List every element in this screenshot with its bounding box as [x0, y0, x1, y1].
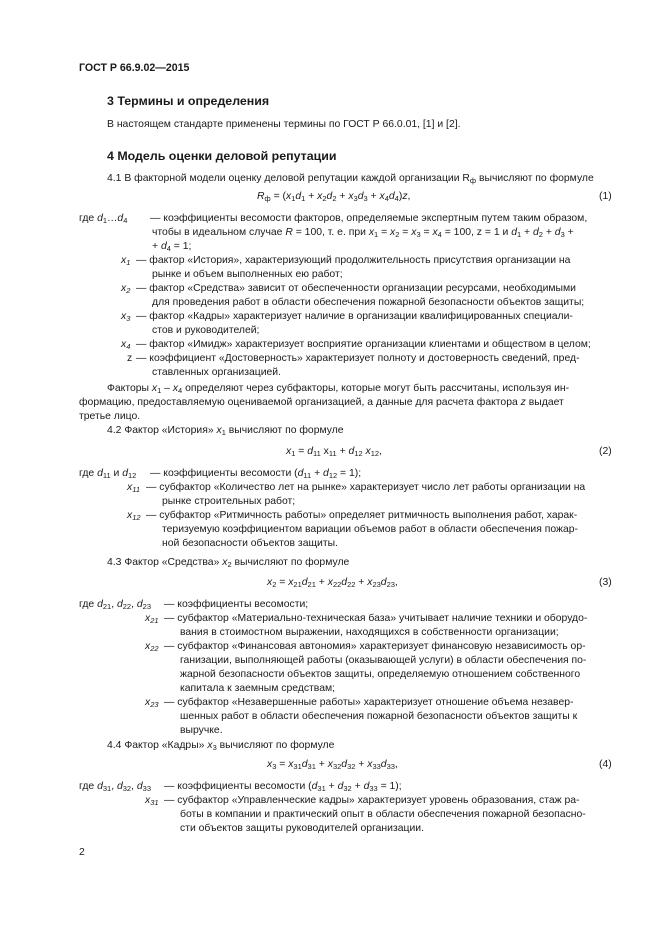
x4-label: $x_4$: [121, 339, 131, 351]
where-d21-def: — коэффициенты весомости;: [164, 599, 309, 610]
x12-def: — субфактор «Ритмичность работы» определяет ритмичность выполнения работ, харак-: [146, 510, 578, 521]
x23-def-3: выручке.: [180, 725, 223, 736]
formula-1-number: (1): [599, 191, 612, 202]
formula-3: $x_2 = x_{21}d_{21} + x_{22}d_{22} + x_{23}d_{23}$,: [267, 577, 398, 589]
x1-label: $x_1$: [121, 255, 131, 267]
formula-1: $R_ф = (x_1d_1 + x_2d_2 + x_3d_3 + x_4d_4)z$,: [257, 191, 411, 203]
x21-label: $x_{21}$: [145, 613, 159, 625]
x11-def-2: рынке строительных работ;: [162, 496, 296, 507]
x22-def-2: ганизации, выполняющей работы (оказывающей услуги) в области обеспечения по-: [180, 655, 587, 666]
x11-label: $x_{11}$: [127, 482, 140, 494]
where-d31-label: где $d_{31}$, $d_{32}$, $d_{33}$: [79, 781, 151, 793]
formula-4: $x_3 = x_{31}d_{31} + x_{32}d_{32} + x_{33}d_{33}$,: [267, 759, 398, 771]
x3-label: $x_3$: [121, 311, 131, 323]
section-3-title: 3 Термины и определения: [107, 94, 270, 108]
x31-def-3: сти объектов защиты руководителей организации.: [180, 823, 424, 834]
x2-def-2: для проведения работ в области обеспечения пожарной безопасности объектов защиты;: [152, 297, 585, 308]
formula-2-number: (2): [599, 446, 612, 457]
where-d-label: где $d_1\dots d_4$: [79, 213, 128, 225]
x31-def-2: боты в компании и практический опыт в области обеспечения пожарной безопасно-: [180, 809, 586, 820]
x21-def: — субфактор «Материально-техническая база» учитывает наличие техники и оборудо-: [164, 613, 588, 624]
factors-para-3: третье лицо.: [79, 411, 141, 422]
clause-4-1: 4.1 В факторной модели оценку деловой репутации каждой организации $R_ф$ вычисляют по формуле: [107, 173, 594, 185]
x21-def-2: вания в стоимостном выражении, находящихся в собственности организации;: [180, 627, 559, 638]
x22-def: — субфактор «Финансовая автономия» характеризует финансовую независимость ор-: [164, 641, 586, 652]
where-d21-label: где $d_{21}$, $d_{22}$, $d_{23}$: [79, 599, 151, 611]
x3-def: — фактор «Кадры» характеризует наличие в организации квалифицированных специали-: [136, 311, 573, 322]
where-d11-label: где $d_{11}$ и $d_{12}$: [79, 468, 137, 480]
clause-4-3: 4.3 Фактор «Средства» $x_2$ вычисляют по формуле: [107, 557, 350, 569]
x3-def-2: стов и руководителей;: [152, 325, 260, 336]
where-d-def-2: чтобы в идеальном случае R = 100, т. е. при $x_1 = x_2 = x_3 = x_4 = 100$, z = 1 и $d_1 + d_2 + d_3$ +: [152, 227, 574, 239]
x22-def-4: капитала к заемным средствам;: [180, 683, 336, 694]
x11-def: — субфактор «Количество лет на рынке» характеризует число лет работы организации на: [146, 482, 586, 493]
where-d31-def: — коэффициенты весомости $(d_{31} + d_{32} + d_{33} = 1)$;: [164, 781, 402, 793]
x22-def-3: жарной безопасности объектов защиты, определяемую отношением собственного: [180, 669, 581, 680]
formula-2: $x_1 = d_{11}$ $x_{11} + d_{12}$ $x_{12}$,: [286, 446, 382, 458]
formula-3-number: (3): [599, 577, 612, 588]
where-d11-def: — коэффициенты весомости $(d_{11} + d_{12} = 1)$;: [150, 468, 362, 480]
x31-def: — субфактор «Управленческие кадры» характеризует уровень образования, стаж ра-: [164, 795, 580, 806]
formula-4-number: (4): [599, 759, 612, 770]
factors-para-1: Факторы $x_1 - x_4$ определяют через субфакторы, которые могут быть рассчитаны, используя ин-: [107, 383, 570, 395]
document-header: ГОСТ Р 66.9.02—2015: [79, 62, 190, 74]
page-number: 2: [79, 847, 85, 858]
z-def: — коэффициент «Достоверность» характеризует полноту и достоверность сведений, пред-: [136, 353, 580, 364]
x31-label: $x_{31}$: [145, 795, 159, 807]
x12-def-2: теризуемую коэффициентом вариации объемов работ в области обеспечения пожар-: [162, 524, 579, 535]
x23-def-2: шенных работ в области обеспечения пожарной безопасности объектов защиты к: [180, 711, 578, 722]
x12-def-3: ной безопасности объектов защиты.: [162, 538, 338, 549]
x1-def: — фактор «История», характеризующий продолжительность присутствия организации на: [136, 255, 571, 266]
x12-label: $x_{12}$: [127, 510, 141, 522]
section-4-title: 4 Модель оценки деловой репутации: [107, 149, 337, 163]
x4-def: — фактор «Имидж» характеризует восприятие организации клиентами и обществом в целом;: [136, 339, 591, 350]
where-d-def-3: + $d_4 = 1$;: [152, 241, 192, 253]
where-d-def: — коэффициенты весомости факторов, определяемые экспертным путем таким образом,: [150, 213, 588, 224]
factors-para-2: формацию, предоставляемую оцениваемой организацией, а данные для расчета фактора z выдает: [79, 397, 564, 408]
section-3-text: В настоящем стандарте применены термины по ГОСТ Р 66.0.01, [1] и [2].: [107, 119, 461, 130]
x23-label: $x_{23}$: [145, 697, 159, 709]
z-def-2: ставленных организацией.: [152, 367, 281, 378]
x22-label: $x_{22}$: [145, 641, 159, 653]
x2-def: — фактор «Средства» зависит от обеспеченности организации ресурсами, необходимыми: [136, 283, 576, 294]
clause-4-4: 4.4 Фактор «Кадры» $x_3$ вычисляют по формуле: [107, 740, 335, 752]
z-label: z: [127, 353, 133, 364]
x2-label: $x_2$: [121, 283, 131, 295]
clause-4-2: 4.2 Фактор «История» $x_1$ вычисляют по формуле: [107, 425, 344, 437]
x23-def: — субфактор «Незавершенные работы» характеризует отношение объема незавер-: [164, 697, 574, 708]
x1-def-2: рынке и объем выполненных ею работ;: [152, 269, 343, 280]
